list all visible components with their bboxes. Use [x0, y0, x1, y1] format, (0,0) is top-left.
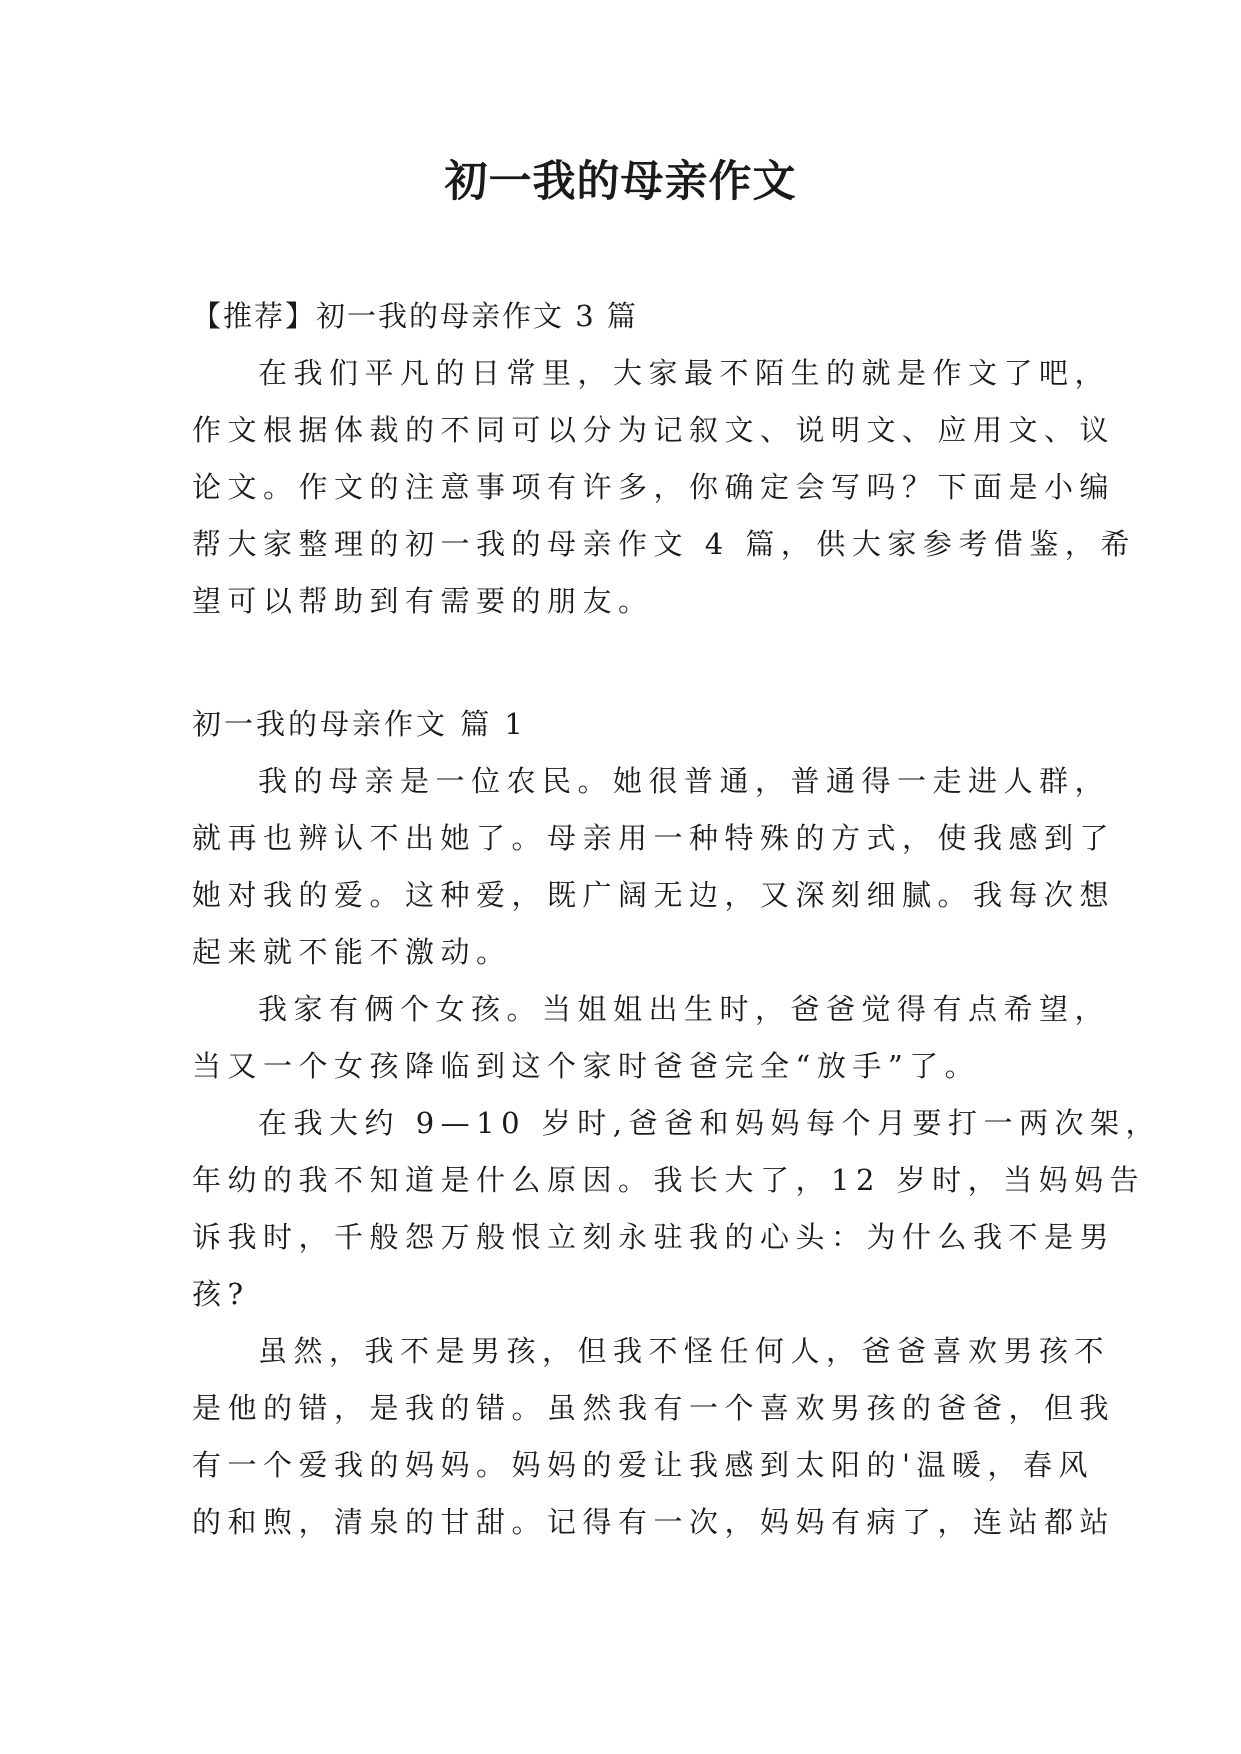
- paragraph-line: 我的母亲是一位农民。她很普通，普通得一走进人群，: [258, 764, 1111, 798]
- document-body: [192, 288, 1162, 1551]
- document-subtitle: 【推荐】初一我的母亲作文 3 篇: [192, 299, 638, 333]
- intro-line: 作文根据体裁的不同可以分为记叙文、说明文、应用文、议: [192, 413, 1116, 447]
- paragraph-line: 就再也辨认不出她了。母亲用一种特殊的方式，使我感到了: [192, 821, 1116, 855]
- intro-line: 在我们平凡的日常里，大家最不陌生的就是作文了吧，: [258, 356, 1111, 390]
- paragraph-line: 起来就不能不激动。: [192, 935, 512, 969]
- body-paragraph: [192, 1323, 1116, 1551]
- body-paragraph: [192, 753, 1116, 981]
- body-paragraph: [192, 981, 1111, 1095]
- paragraph-line: 年幼的我不知道是什么原因。我长大了，12 岁时，当妈妈告: [192, 1163, 1146, 1197]
- intro-line: 望可以帮助到有需要的朋友。: [192, 584, 654, 618]
- paragraph-line: 当又一个女孩降临到这个家时爸爸完全“放手”了。: [192, 1049, 981, 1083]
- section-heading: 初一我的母亲作文 篇 1: [192, 707, 526, 741]
- paragraph-line: 在我大约 9—10 岁时,爸爸和妈妈每个月要打一两次架，: [258, 1106, 1162, 1140]
- body-paragraph: [192, 1095, 1162, 1323]
- intro-line: 论文。作文的注意事项有许多，你确定会写吗？下面是小编: [192, 470, 1116, 504]
- intro-paragraph: [192, 345, 1136, 630]
- paragraph-line: 有一个爱我的妈妈。妈妈的爱让我感到太阳的'温暖，春风: [192, 1448, 1094, 1482]
- document-title: 初一我的母亲作文: [444, 157, 797, 207]
- intro-line: 帮大家整理的初一我的母亲作文 4 篇，供大家参考借鉴，希: [192, 527, 1136, 561]
- paragraph-line: 她对我的爱。这种爱，既广阔无边，又深刻细腻。我每次想: [192, 878, 1116, 912]
- paragraph-line: 的和煦，清泉的甘甜。记得有一次，妈妈有病了，连站都站: [192, 1505, 1116, 1539]
- paragraph-line: 诉我时，千般怨万般恨立刻永驻我的心头：为什么我不是男: [192, 1220, 1116, 1254]
- paragraph-line: 我家有俩个女孩。当姐姐出生时，爸爸觉得有点希望，: [258, 992, 1111, 1026]
- paragraph-line: 虽然，我不是男孩，但我不怪任何人，爸爸喜欢男孩不: [258, 1334, 1111, 1368]
- paragraph-line: 是他的错，是我的错。虽然我有一个喜欢男孩的爸爸，但我: [192, 1391, 1116, 1425]
- paragraph-line: 孩?: [192, 1277, 250, 1311]
